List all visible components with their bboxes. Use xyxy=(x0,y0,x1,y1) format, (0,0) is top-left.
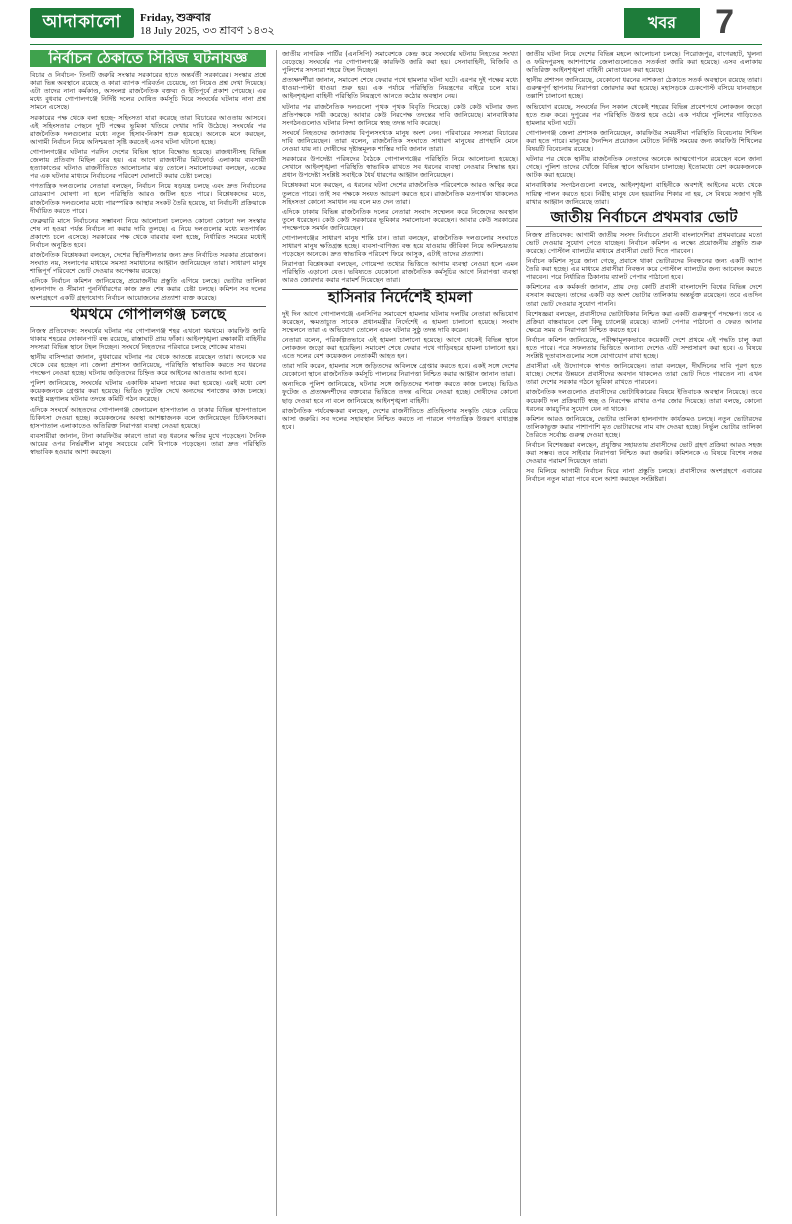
paragraph: ঘটনার পর রাজনৈতিক দলগুলো পৃথক পৃথক বিবৃতি দিয়েছে। কেউ কেউ ঘটনার জন্য প্রতিপক্ষকে দায়ী করেছে। আবার কেউ নিরপেক্ষ তদন্তের দাবি জানিয়েছে। মানবাধিকার সংগঠনগুলোও ঘটনার নিন্দা জানিয়ে স্বচ্ছ তদন্ত দাবি করেছে। xyxy=(282,102,518,127)
paragraph: কমিশন আরও জানিয়েছে, ভোটার তালিকা হালনাগাদ কার্যক্রমও চলছে। নতুন ভোটারদের তালিকাভুক্ত করার পাশাপাশি মৃত ভোটারদের নাম বাদ দেওয়া হচ্ছে। নির্ভুল ভোটার তালিকা তৈরিতে সর্বোচ্চ গুরুত্ব দেওয়া হচ্ছে। xyxy=(526,414,762,439)
paragraph: নেতারা বলেন, পরিকল্পিতভাবে এই হামলা চালানো হয়েছে। আগে থেকেই বিভিন্ন স্থানে লোকজন জড়ো করা হয়েছিল। সমাবেশ শেষে ফেরার পথে গাড়িবহরে হামলা চালানো হয়। এতে দলের বেশ কয়েকজন নেতাকর্মী আহত হন। xyxy=(282,335,518,361)
article-body xyxy=(526,231,762,484)
paragraph: ঘটনার পর থেকে স্থানীয় রাজনৈতিক নেতাদের অনেকে আত্মগোপনে রয়েছেন বলে জানা গেছে। পুলিশ তাদের খোঁজে বিভিন্ন স্থানে অভিযান চালাচ্ছে। ইতোমধ্যে বেশ কয়েকজনকে আটক করা হয়েছে। xyxy=(526,155,762,180)
paragraph: কমিশনের এক কর্মকর্তা জানান, প্রায় দেড় কোটি প্রবাসী বাংলাদেশি বিশ্বের বিভিন্ন দেশে বসবাস করছেন। তাদের একটি বড় অংশ ভোটার তালিকায় অন্তর্ভুক্ত রয়েছেন। তবে এতদিন তারা ভোট দেওয়ার সুযোগ পাননি। xyxy=(526,283,762,308)
paragraph: গোপালগঞ্জ জেলা প্রশাসক জানিয়েছেন, কারফিউর সময়সীমা পরিস্থিতি বিবেচনায় শিথিল করা হতে পারে। মানুষের দৈনন্দিন প্রয়োজন মেটাতে নির্দিষ্ট সময়ের জন্য কারফিউ শিথিলের বিষয়টি বিবেচনায় রয়েছে। xyxy=(526,128,762,154)
paragraph: তারা দাবি করেন, হামলার সঙ্গে জড়িতদের অবিলম্বে গ্রেপ্তার করতে হবে। একই সঙ্গে দেশের যেকোনো স্থানে রাজনৈতিক কর্মসূচি পালনের নিরাপত্তা নিশ্চিত করার আহ্বান জানান তারা। xyxy=(282,362,518,379)
column-right xyxy=(526,50,762,1216)
paragraph: অভিযোগ রয়েছে, সংঘর্ষের দিন সকাল থেকেই শহরের বিভিন্ন প্রবেশপথে লোকজন জড়ো হতে শুরু করে। দুপুরের পর পরিস্থিতি উত্তপ্ত হয়ে ওঠে। এক পর্যায়ে পুলিশের গাড়িতেও হামলার ঘটনা ঘটে। xyxy=(526,102,762,127)
article-body xyxy=(282,50,518,285)
date-line: 18 July 2025, ৩৩ শ্রাবণ ১৪৩২ xyxy=(140,25,275,37)
paragraph: স্থানীয় বাসিন্দারা জানান, বুধবারের ঘটনার পর থেকে আতঙ্কে রয়েছেন তারা। অনেকে ঘর থেকে বের হচ্ছেন না। জেলা প্রশাসন জানিয়েছে, পরিস্থিতি স্বাভাবিক করতে সব ধরনের পদক্ষেপ নেওয়া হচ্ছে। ঘটনায় জড়িতদের চিহ্নিত করে আইনের আওতায় আনা হবে। xyxy=(30,353,266,378)
paragraph: বিশেষজ্ঞরা বলছেন, প্রবাসীদের ভোটাধিকার নিশ্চিত করা একটি গুরুত্বপূর্ণ পদক্ষেপ। তবে এ প্রক্রিয়া বাস্তবায়নে বেশ কিছু চ্যালেঞ্জ রয়েছে। ব্যালট পেপার পাঠানো ও ফেরত আনার ক্ষেত্রে সময় ও নিরাপত্তা নিশ্চিত করতে হবে। xyxy=(526,309,762,334)
article-headline[interactable]: নির্বাচন ঠেকাতে সিরিজ ঘটনাযজ্ঞ xyxy=(30,50,266,67)
article-body xyxy=(526,50,762,206)
column-divider xyxy=(276,50,277,1216)
article-body xyxy=(282,310,518,431)
paragraph: নির্বাচন কমিশন সূত্রে জানা গেছে, প্রবাসে থাকা ভোটারদের নিবন্ধনের জন্য একটি অ্যাপ তৈরি করা হচ্ছে। এর মাধ্যমে প্রবাসীরা নিবন্ধন করে পোস্টাল ব্যালটের জন্য আবেদন করতে পারবেন। পরে নির্ধারিত ঠিকানায় ব্যালট পেপার পাঠানো হবে। xyxy=(526,257,762,282)
column-divider xyxy=(520,50,521,1216)
paragraph: সংঘর্ষে নিহতদের জানাজায় বিপুলসংখ্যক মানুষ অংশ নেন। পরিবারের সদস্যরা বিচারের দাবি জানিয়েছেন। তারা বলেন, রাজনৈতিক সংঘাতে সাধারণ মানুষের প্রাণহানি মেনে নেওয়া যায় না। দোষীদের দৃষ্টান্তমূলক শাস্তির দাবি জানান তারা। xyxy=(282,128,518,154)
paragraph: গোপালগঞ্জের সাধারণ মানুষ শান্তি চান। তারা বলছেন, রাজনৈতিক দলগুলোর সংঘাতে সাধারণ মানুষ ক্ষতিগ্রস্ত হচ্ছে। ব্যবসা-বাণিজ্য বন্ধ হয়ে যাওয়ায় জীবিকা নিয়ে অনিশ্চয়তায় পড়েছেন অনেকে। দ্রুত স্বাভাবিক পরিবেশ ফিরে আসুক, এটাই তাদের প্রত্যাশা। xyxy=(282,233,518,259)
paragraph: সব মিলিয়ে আগামী নির্বাচন ঘিরে নানা প্রস্তুতি চলছে। প্রবাসীদের অংশগ্রহণে এবারের নির্বাচন নতুন মাত্রা পাবে বলে আশা করছেন সংশ্লিষ্টরা। xyxy=(526,467,762,484)
article-headline[interactable]: থমথমে গোপালগঞ্জ চলছে xyxy=(30,306,266,323)
paragraph: সরকারের পক্ষ থেকে বলা হচ্ছে- সহিংসতা যারা করেছে তারা বিচারের আওতায় আসবে। এই সহিংসতার পেছনে দুটি পক্ষের ভূমিকা খতিয়ে দেখার দাবি উঠেছে। সংঘর্ষের পর রাজনৈতিক দলগুলোর মধ্যে নতুন হিসাব-নিকাশ শুরু হয়েছে। অনেকে মনে করছেন, আগামী নির্বাচন নিয়ে অনিশ্চয়তা সৃষ্টি করতেই এসব ঘটনা ঘটানো হচ্ছে। xyxy=(30,113,266,146)
paragraph: বিচার ও নির্বাচন- তিনটি জরুরি সংস্কার সরকারের হাতে অন্তর্বর্তী সরকারের। সংস্কার প্রশ্নে কারা ভিন্ন অবস্থানে রয়েছে ও কারা ব্যাপক পরিবর্তন চেয়েছে, তা নিয়েও প্রশ্ন দেখা দিয়েছে। এটা তাদের নানা কর্মকাণ্ড, অসংলগ্ন রাজনৈতিক বক্তব্য ও ইতিপূর্বে প্রকাশ পেয়েছে। এর মধ্যে বুধবার গোপালগঞ্জে নির্দিষ্ট দলের ঘোষিত কর্মসূচি ঘিরে সংঘর্ষের ঘটনায় নানা প্রশ্ন সামনে এসেছে। xyxy=(30,71,266,112)
newspaper-logo xyxy=(30,8,134,38)
page-number: 7 xyxy=(715,3,734,41)
article-headline[interactable]: জাতীয় নির্বাচনে প্রথমবার ভোট xyxy=(526,210,762,227)
paragraph: গোপালগঞ্জের ঘটনার পরদিন দেশের বিভিন্ন স্থানে বিক্ষোভ হয়েছে। রাজধানীসহ বিভিন্ন জেলায় প্রতিবাদ মিছিল বের হয়। এর আগে রাজধানীর মিটফোর্ড এলাকায় ব্যবসায়ী হত্যাকাণ্ডের ঘটনাও রাজনীতিতে আলোচনার ঝড় তোলে। সমালোচকরা বলছেন, একের পর এক ঘটনার মাধ্যমে নির্বাচনের পরিবেশ ঘোলাটে করার চেষ্টা চলছে। xyxy=(30,147,266,181)
paragraph: নিজস্ব প্রতিবেদক: সংঘর্ষের ঘটনার পর গোপালগঞ্জ শহর এখনো থমথমে। কারফিউ জারি থাকায় শহরের দোকানপাট বন্ধ রয়েছে, রাস্তাঘাট প্রায় ফাঁকা। আইনশৃঙ্খলা রক্ষাকারী বাহিনীর সদস্যরা বিভিন্ন স্থানে টহল দিচ্ছেন। সংঘর্ষে নিহতদের পরিবারে চলছে শোকের মাতম। xyxy=(30,326,266,351)
paragraph: নিরাপত্তা বিশ্লেষকরা বলছেন, গোয়েন্দা তথ্যের ভিত্তিতে আগাম ব্যবস্থা নেওয়া হলে এমন পরিস্থিতি এড়ানো যেত। ভবিষ্যতে যেকোনো রাজনৈতিক কর্মসূচির আগে নিরাপত্তা ব্যবস্থা আরও জোরদার করার পরামর্শ দিয়েছেন তারা। xyxy=(282,260,518,285)
paragraph: এদিকে ঢাকায় বিভিন্ন রাজনৈতিক দলের নেতারা সংবাদ সম্মেলন করে নিজেদের অবস্থান তুলে ধরেছেন। কেউ কেউ সরকারের ভূমিকার সমালোচনা করেছেন। আবার কেউ সরকারের পদক্ষেপকে সমর্থন জানিয়েছেন। xyxy=(282,207,518,232)
day-en: Friday, xyxy=(140,12,174,24)
article-body xyxy=(30,327,266,456)
column-middle xyxy=(282,50,518,1216)
paragraph: রাজনৈতিক পর্যবেক্ষকরা বলছেন, দেশের রাজনীতিতে প্রতিহিংসার সংস্কৃতি থেকে বেরিয়ে আসা জরুরি। সব দলের সহাবস্থান নিশ্চিত করতে না পারলে গণতান্ত্রিক উত্তরণ বাধাগ্রস্ত হবে। xyxy=(282,406,518,431)
masthead xyxy=(0,0,792,48)
paragraph: এদিকে সংঘর্ষে আহতদের গোপালগঞ্জ জেনারেল হাসপাতাল ও ঢাকার বিভিন্ন হাসপাতালে চিকিৎসা দেওয়া হচ্ছে। কয়েকজনের অবস্থা আশঙ্কাজনক বলে জানিয়েছেন চিকিৎসকরা। হাসপাতাল এলাকাতেও অতিরিক্ত নিরাপত্তা ব্যবস্থা নেওয়া হয়েছে। xyxy=(30,405,266,430)
paragraph: ব্যবসায়ীরা জানান, টানা কারফিউর কারণে তারা বড় ধরনের ক্ষতির মুখে পড়েছেন। দৈনিক আয়ের ওপর নির্ভরশীল মানুষ সবচেয়ে বেশি বিপাকে পড়েছেন। তারা দ্রুত পরিস্থিতি স্বাভাবিক হওয়ার আশা করছেন। xyxy=(30,431,266,457)
paragraph: এদিকে নির্বাচন কমিশন জানিয়েছে, প্রয়োজনীয় প্রস্তুতি এগিয়ে চলছে। ভোটার তালিকা হালনাগাদ ও সীমানা পুনর্নির্ধারণের কাজ দ্রুত শেষ করার চেষ্টা চলছে। কমিশন সব দলের অংশগ্রহণে একটি গ্রহণযোগ্য নির্বাচন আয়োজনের প্রত্যাশা ব্যক্ত করেছে। xyxy=(30,277,266,302)
paragraph: রাজনৈতিক বিশ্লেষকরা বলছেন, দেশের স্থিতিশীলতার জন্য দ্রুত নির্বাচিত সরকার প্রয়োজন। সংঘাত নয়, সংলাপের মাধ্যমে সমস্যা সমাধানের আহ্বান জানিয়েছেন তারা। সাধারণ মানুষ শান্তিপূর্ণ পরিবেশে ভোট দেওয়ার অপেক্ষায় রয়েছে। xyxy=(30,251,266,276)
column-left xyxy=(30,50,266,1216)
issue-date xyxy=(140,12,275,38)
article-body xyxy=(30,71,266,302)
paragraph: পুলিশ জানিয়েছে, সংঘর্ষের ঘটনায় একাধিক মামলা দায়ের করা হয়েছে। এরই মধ্যে বেশ কয়েকজনকে গ্রেপ্তার করা হয়েছে। ভিডিও ফুটেজ দেখে অন্যদের শনাক্তের কাজ চলছে। স্বরাষ্ট্র মন্ত্রণালয় ঘটনার তদন্তে কমিটি গঠন করেছে। xyxy=(30,379,266,404)
paragraph: অন্যদিকে পুলিশ জানিয়েছে, ঘটনার সঙ্গে জড়িতদের শনাক্ত করতে কাজ চলছে। ভিডিও ফুটেজ ও প্রত্যক্ষদর্শীদের বক্তব্যের ভিত্তিতে তদন্ত এগিয়ে নেওয়া হচ্ছে। দোষীদের কোনো ছাড় দেওয়া হবে না বলে জানিয়েছে আইনশৃঙ্খলা বাহিনী। xyxy=(282,380,518,405)
paragraph: রাজনৈতিক দলগুলোও প্রবাসীদের ভোটাধিকারের বিষয়ে ইতিবাচক অবস্থান নিয়েছে। তবে কয়েকটি দল প্রক্রিয়াটি স্বচ্ছ ও নিরপেক্ষ রাখার ওপর জোর দিয়েছে। তারা বলছে, কোনো ধরনের কারচুপির সুযোগ যেন না থাকে। xyxy=(526,388,762,413)
paragraph: দুই দিন আগে গোপালগঞ্জে এনসিপির সমাবেশে হামলার ঘটনায় দলটির নেতারা অভিযোগ করেছেন, ক্ষমতাচ্যুত সাবেক প্রধানমন্ত্রীর নির্দেশেই এ হামলা চালানো হয়েছে। সংবাদ সম্মেলনে তারা এ অভিযোগ তোলেন এবং ঘটনার সুষ্ঠু তদন্ত দাবি করেন। xyxy=(282,309,518,334)
logo-text: আদাকালো xyxy=(42,12,122,32)
paragraph: বিশ্লেষকরা মনে করছেন, এ ধরনের ঘটনা দেশের রাজনৈতিক পরিবেশকে আরও অস্থির করে তুলতে পারে। তাই সব পক্ষকে সংযত আচরণ করতে হবে। রাজনৈতিক মতপার্থক্য থাকলেও সহিংসতা কোনো সমাধান নয় বলে মত দেন তারা। xyxy=(282,181,518,206)
article-headline[interactable]: হাসিনার নির্দেশেই হামলা xyxy=(282,289,518,306)
paragraph: জাতীয় নাগরিক পার্টির (এনসিপি) সমাবেশকে কেন্দ্র করে সংঘর্ষের ঘটনায় নিহতের সংখ্যা বেড়েছে। সংঘর্ষের পর গোপালগঞ্জে কারফিউ জারি করা হয়। সেনাবাহিনী, বিজিবি ও পুলিশের সদস্যরা শহরে টহল দিচ্ছেন। xyxy=(282,50,518,75)
header-divider xyxy=(30,44,762,45)
paragraph: প্রত্যক্ষদর্শীরা জানান, সমাবেশ শেষে ফেরার পথে হামলার ঘটনা ঘটে। এরপর দুই পক্ষের মধ্যে ধাওয়া-পাল্টা ধাওয়া শুরু হয়। এক পর্যায়ে পরিস্থিতি নিয়ন্ত্রণের বাইরে চলে যায়। আইনশৃঙ্খলা বাহিনী পরিস্থিতি নিয়ন্ত্রণে আনতে কঠোর অবস্থান নেয়। xyxy=(282,76,518,101)
paragraph: জাতীয় ঘটনা নিয়ে দেশের বিভিন্ন মহলে আলোচনা চলছে। পিরোজপুর, বাগেরহাট, খুলনা ও ফরিদপুরসহ আশপাশের জেলাগুলোতেও সতর্কতা জারি করা হয়েছে। এসব এলাকায় অতিরিক্ত আইনশৃঙ্খলা বাহিনী মোতায়েন করা হয়েছে। xyxy=(526,50,762,75)
paragraph: নিজস্ব প্রতিবেদক: আগামী জাতীয় সংসদ নির্বাচনে প্রবাসী বাংলাদেশিরা প্রথমবারের মতো ভোট দেওয়ার সুযোগ পেতে যাচ্ছেন। নির্বাচন কমিশন এ লক্ষ্যে প্রয়োজনীয় প্রস্তুতি শুরু করেছে। পোস্টাল ব্যালটের মাধ্যমে প্রবাসীরা ভোট দিতে পারবেন। xyxy=(526,230,762,255)
paragraph: প্রবাসীরা এই উদ্যোগকে স্বাগত জানিয়েছেন। তারা বলছেন, দীর্ঘদিনের দাবি পূরণ হতে যাচ্ছে। দেশের উন্নয়নে প্রবাসীদের অবদান থাকলেও তারা ভোট দিতে পারতেন না। এখন তারা দেশের সরকার গঠনে ভূমিকা রাখতে পারবেন। xyxy=(526,362,762,387)
paragraph: সরকারের উপদেষ্টা পরিষদের বৈঠকে গোপালগঞ্জের পরিস্থিতি নিয়ে আলোচনা হয়েছে। সেখানে আইনশৃঙ্খলা পরিস্থিতি স্বাভাবিক রাখতে সব ধরনের ব্যবস্থা নেওয়ার সিদ্ধান্ত হয়। প্রধান উপদেষ্টা সংশ্লিষ্ট সবাইকে ধৈর্য ধারণের আহ্বান জানিয়েছেন। xyxy=(282,155,518,180)
paragraph: স্থানীয় প্রশাসন জানিয়েছে, যেকোনো ধরনের নাশকতা ঠেকাতে সতর্ক অবস্থানে রয়েছে তারা। গুরুত্বপূর্ণ স্থাপনায় নিরাপত্তা জোরদার করা হয়েছে। মহাসড়কে চেকপোস্ট বসিয়ে যানবাহনে তল্লাশি চালানো হচ্ছে। xyxy=(526,76,762,101)
day-bn: শুক্রবার xyxy=(176,12,211,24)
paragraph: মানবাধিকার সংগঠনগুলো বলছে, আইনশৃঙ্খলা বাহিনীকে অবশ্যই আইনের মধ্যে থেকে দায়িত্ব পালন করতে হবে। নিরীহ মানুষ যেন হয়রানির শিকার না হয়, সে বিষয়ে সজাগ দৃষ্টি রাখার আহ্বান জানিয়েছে তারা। xyxy=(526,181,762,206)
paragraph: গণতান্ত্রিক দলগুলোর নেতারা বলছেন, নির্বাচন নিয়ে ষড়যন্ত্র চলছে এবং দ্রুত নির্বাচনের রোডম্যাপ ঘোষণা না হলে পরিস্থিতি আরও জটিল হতে পারে। বিশ্লেষকদের মতে, রাজনৈতিক দলগুলোর মধ্যে পারস্পরিক আস্থার সংকট তৈরি হয়েছে, যা নির্বাচনী প্রক্রিয়াকে দীর্ঘায়িত করতে পারে। xyxy=(30,182,266,215)
paragraph: ফেব্রুয়ারি মাসে নির্বাচনের সম্ভাবনা নিয়ে আলোচনা চললেও কোনো কোনো দল সংস্কার শেষ না হওয়া পর্যন্ত নির্বাচন না করার দাবি তুলছে। এ নিয়ে দলগুলোর মধ্যে মতপার্থক্য প্রকাশ্যে চলে এসেছে। সরকারের পক্ষ থেকে বারবার বলা হচ্ছে, নির্ধারিত সময়ের মধ্যেই নির্বাচন অনুষ্ঠিত হবে। xyxy=(30,216,266,249)
paragraph: নির্বাচন কমিশন জানিয়েছে, পরীক্ষামূলকভাবে কয়েকটি দেশে প্রথমে এই পদ্ধতি চালু করা হতে পারে। পরে সফলতার ভিত্তিতে অন্যান্য দেশেও এটি সম্প্রসারণ করা হবে। এ বিষয়ে সংশ্লিষ্ট দূতাবাসগুলোর সঙ্গে যোগাযোগ রাখা হচ্ছে। xyxy=(526,335,762,361)
paragraph: নির্বাচন বিশেষজ্ঞরা বলছেন, প্রযুক্তির সহায়তায় প্রবাসীদের ভোট গ্রহণ প্রক্রিয়া আরও সহজ করা সম্ভব। তবে সাইবার নিরাপত্তা নিশ্চিত করা জরুরি। কমিশনকে এ বিষয়ে বিশেষ নজর দেওয়ার পরামর্শ দিয়েছেন তারা। xyxy=(526,441,762,466)
section-label: খবর xyxy=(624,8,700,38)
